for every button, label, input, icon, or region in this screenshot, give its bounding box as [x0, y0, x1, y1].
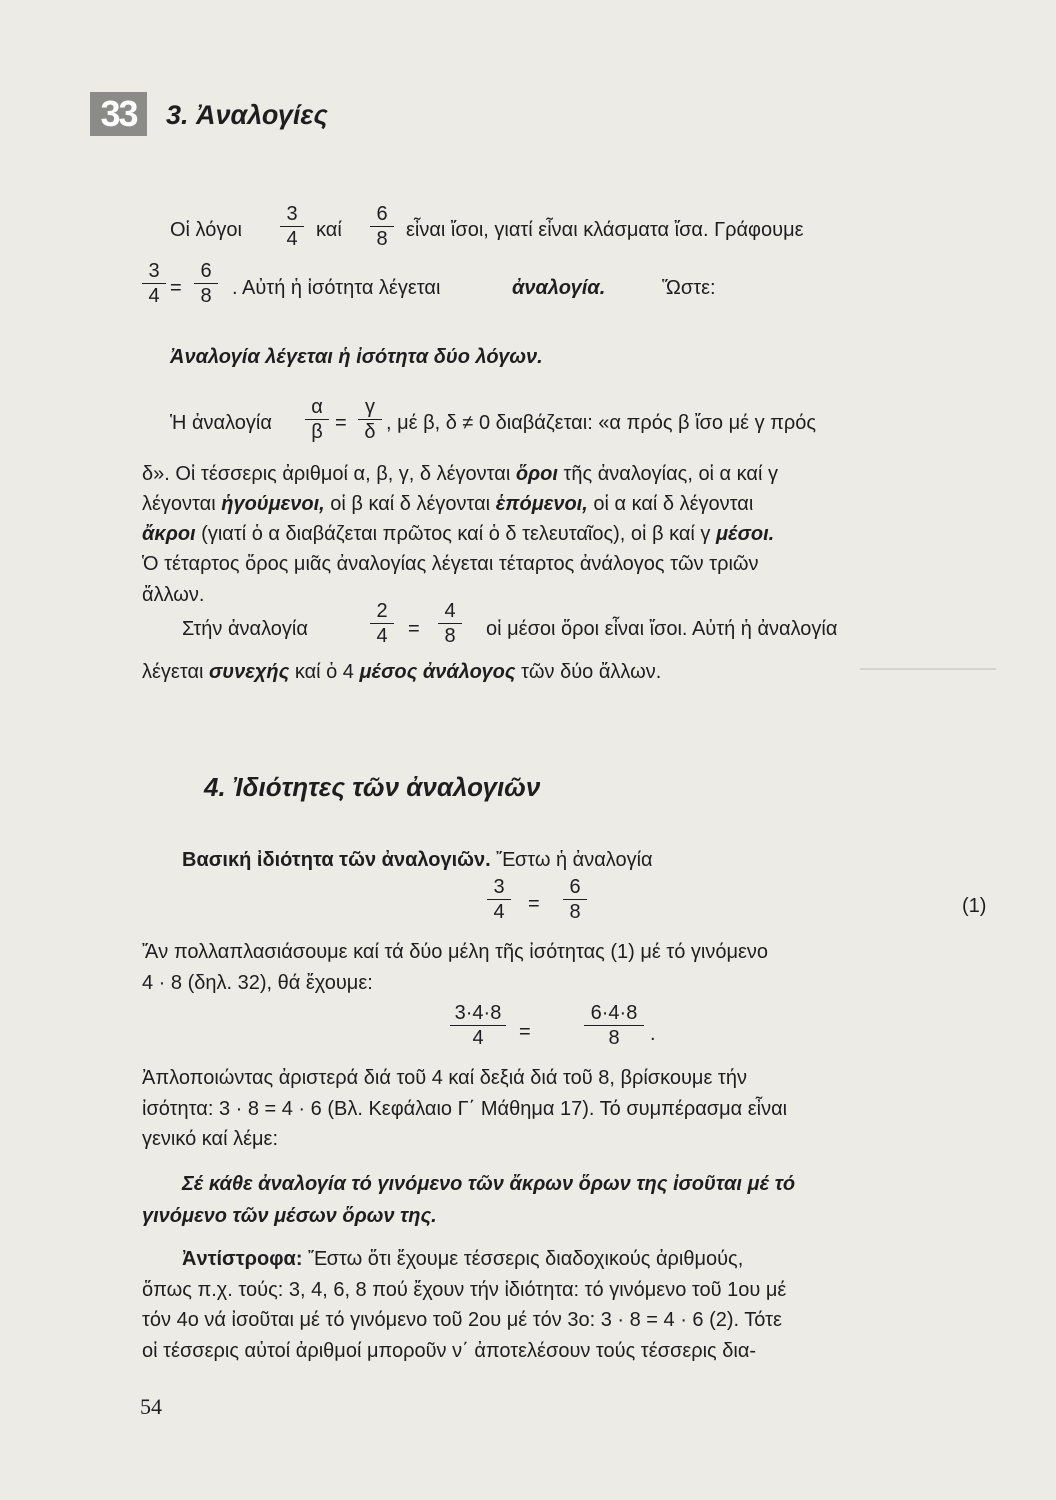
fraction-6-8: 6 8: [370, 203, 394, 250]
page-number: 54: [140, 1394, 162, 1419]
text-line: Ἀντίστροφα: Ἔστω ὅτι ἔχουμε τέσσερις διαδοχικούς ἀριθμούς,: [182, 1248, 744, 1270]
section-badge: 33: [90, 92, 147, 136]
text-line: οἱ τέσσερις αὐτοί ἀριθμοί μποροῦν ν΄ ἀποτελέσουν τούς τέσσερις δια-: [142, 1340, 757, 1362]
text-line: ἄκροι (γιατί ὁ α διαβάζεται πρῶτος καί ὁ δ τελευταῖος), οἱ β καί γ μέσοι.: [142, 523, 775, 545]
section-heading-properties: 4. Ἰδιότητες τῶν ἀναλογιῶν: [204, 772, 541, 802]
equation-label: (1): [962, 895, 987, 917]
text: οἱ μέσοι ὅροι εἶναι ἴσοι. Αὐτή ἡ ἀναλογία: [486, 618, 838, 640]
fraction-648-8: 6·4·8 8: [584, 1002, 644, 1049]
text: . Αὐτή ἡ ἰσότητα λέγεται: [232, 277, 441, 299]
text-line: τόν 4ο νά ἰσοῦται μέ τό γινόμενο τοῦ 2ου μέ τόν 3ο: 3 · 8 = 4 · 6 (2). Τότε: [142, 1309, 782, 1331]
text: Στήν ἀναλογία: [182, 618, 308, 640]
fraction-6-8: 6 8: [194, 260, 218, 307]
text-line: λέγεται συνεχής καί ὁ 4 μέσος ἀνάλογος τῶν δύο ἄλλων.: [142, 661, 662, 683]
equals-sign: =: [170, 277, 182, 299]
term-analogy: ἀναλογία.: [512, 277, 606, 299]
equals-sign: =: [408, 618, 420, 640]
text-line: ὅπως π.χ. τούς: 3, 4, 6, 8 πού ἔχουν τήν ἰδιότητα: τό γινόμενο τοῦ 1ου μέ: [142, 1279, 787, 1301]
fraction-3-4: 3 4: [142, 260, 166, 307]
text: Οἱ λόγοι: [170, 219, 242, 241]
section-heading-analogies: 3. Ἀναλογίες: [166, 100, 328, 130]
period: .: [650, 1023, 656, 1045]
equals-sign: =: [528, 893, 540, 915]
text-line: Βασική ἰδιότητα τῶν ἀναλογιῶν. Ἔστω ἡ ἀναλογία: [182, 849, 653, 871]
text-line: γενικό καί λέμε:: [142, 1128, 279, 1150]
fraction-3-4: 3 4: [280, 203, 304, 250]
text-line: λέγονται ἡγούμενοι, οἱ β καί δ λέγονται ἑπόμενοι, οἱ α καί δ λέγονται: [142, 493, 754, 515]
definition-analogy: Ἀναλογία λέγεται ἡ ἰσότητα δύο λόγων.: [170, 346, 543, 368]
equals-sign: =: [519, 1021, 531, 1043]
text: Ὥστε:: [662, 277, 716, 299]
text: , μέ β, δ ≠ 0 διαβάζεται: «α πρός β ἴσο μέ γ πρός: [386, 412, 817, 434]
bleed-through-rule: [860, 668, 996, 670]
text: εἶναι ἴσοι, γιατί εἶναι κλάσματα ἴσα. Γράφουμε: [406, 219, 804, 241]
text-line: Ἀπλοποιώντας ἀριστερά διά τοῦ 4 καί δεξιά διά τοῦ 8, βρίσκουμε τήν: [142, 1067, 747, 1089]
theorem-line: γινόμενο τῶν μέσων ὅρων της.: [142, 1205, 437, 1227]
fraction-a-b: α β: [305, 396, 329, 443]
fraction-2-4: 2 4: [370, 600, 394, 647]
equals-sign: =: [335, 412, 347, 434]
fraction-348-4: 3·4·8 4: [450, 1002, 506, 1049]
fraction-g-d: γ δ: [358, 396, 382, 443]
fraction-3-4: 3 4: [487, 876, 511, 923]
text-line: ἰσότητα: 3 · 8 = 4 · 6 (Βλ. Κεφάλαιο Γ΄ Μάθημα 17). Τό συμπέρασμα εἶναι: [142, 1098, 788, 1120]
text-line: δ». Οἱ τέσσερις ἀριθμοί α, β, γ, δ λέγονται ὅροι τῆς ἀναλογίας, οἱ α καί γ: [142, 463, 778, 485]
text-line: ἄλλων.: [142, 584, 205, 606]
theorem-line: Σέ κάθε ἀναλογία τό γινόμενο τῶν ἄκρων ὅρων της ἰσοῦται μέ τό: [182, 1173, 796, 1195]
text-line: Ἄν πολλαπλασιάσουμε καί τά δύο μέλη τῆς ἰσότητας (1) μέ τό γινόμενο: [142, 941, 769, 963]
fraction-4-8: 4 8: [438, 600, 462, 647]
text: Ἡ ἀναλογία: [170, 412, 272, 434]
text: καί: [316, 219, 342, 241]
text-line: Ὁ τέταρτος ὅρος μιᾶς ἀναλογίας λέγεται τέταρτος ἀνάλογος τῶν τριῶν: [142, 553, 759, 575]
fraction-6-8: 6 8: [563, 876, 587, 923]
text-line: 4 · 8 (δηλ. 32), θά ἔχουμε:: [142, 972, 373, 994]
